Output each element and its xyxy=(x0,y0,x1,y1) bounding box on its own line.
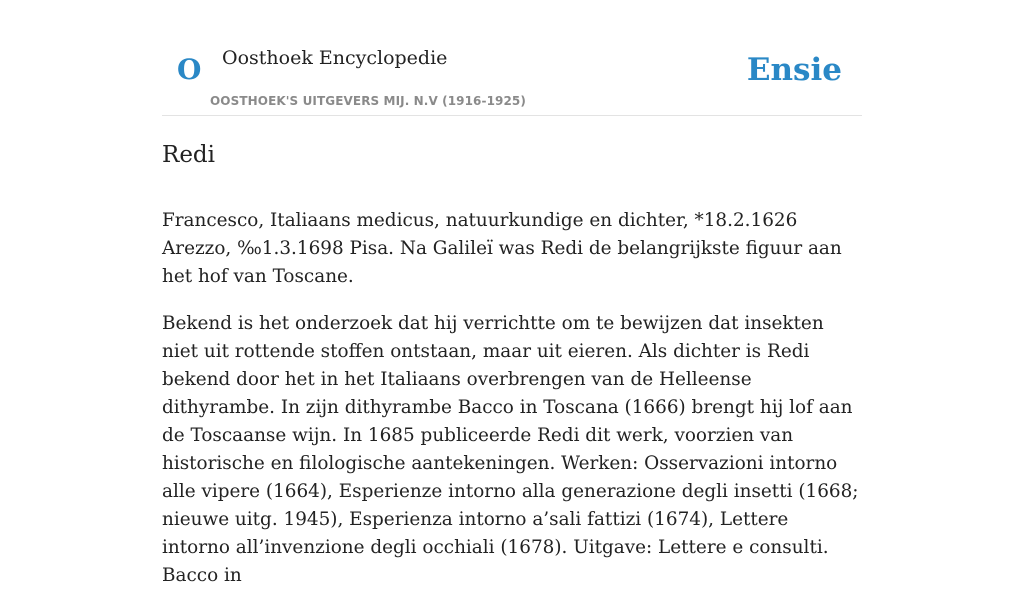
page xyxy=(162,0,862,590)
entry-paragraph: Bekend is het onderzoek dat hij verrichtte om te bewijzen dat insekten niet uit rottende stoffen ontstaan, maar uit eieren. Als dichter is Redi bekend door het in het Italiaans overbrengen van de Helleense dithyrambe. In zijn dithyrambe Bacco in Toscana (1666) brengt hij lof aan de Toscaanse wijn. In 1685 publiceerde Redi dit werk, voorzien van historische en filologische aantekeningen. Werken: Osservazioni intorno alle vipere (1664), Esperienze intorno alla generazione degli insetti (1668; nieuwe uitg. 1945), Esperienza intorno a’sali fattizi (1674), Lettere intorno all’invenzione degli occhiali (1678). Uitgave: Lettere e consulti. Bacco in xyxy=(162,313,859,586)
book-header xyxy=(162,0,862,116)
entry-title: Redi xyxy=(162,142,216,168)
book-logo-letter[interactable]: O xyxy=(177,53,202,86)
entry-paragraph: Francesco, Italiaans medicus, natuurkundige en dichter, *18.2.1626 Arezzo, ‰1.3.1698 Pisa. Na Galileï was Redi de belangrijkste figuur aan het hof van Toscane. xyxy=(162,210,842,287)
publisher-label: OOSTHOEK'S UITGEVERS MIJ. N.V (1916-1925) xyxy=(210,94,526,108)
book-title[interactable]: Oosthoek Encyclopedie xyxy=(222,47,448,69)
ensie-logo-link[interactable]: Ensie xyxy=(746,52,842,88)
